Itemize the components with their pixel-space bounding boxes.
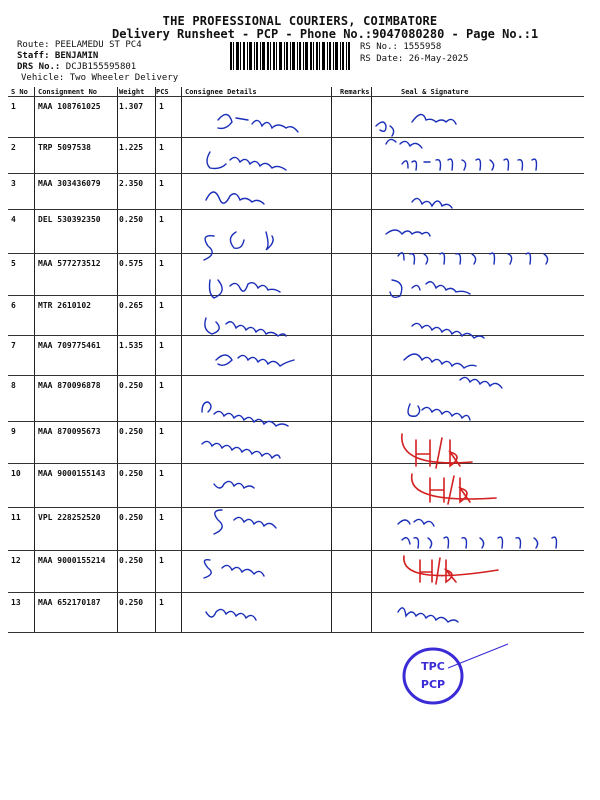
weight-cell: 0.250 — [119, 215, 144, 224]
consignment-cell: MAA 108761025 — [38, 102, 101, 111]
weight-cell: 0.575 — [119, 259, 144, 268]
drs-label: DRS No.: — [17, 62, 61, 72]
weight-cell: 0.250 — [119, 427, 144, 436]
pcs-cell: 1 — [159, 215, 164, 224]
weight-cell: 2.350 — [119, 179, 144, 188]
sno-cell: 5 — [11, 259, 16, 268]
pcs-cell: 1 — [159, 469, 164, 478]
staff-line: Staff: BENJAMIN — [17, 51, 99, 61]
consignment-cell: MAA 303436079 — [38, 179, 101, 188]
consignment-cell: MAA 652170187 — [38, 598, 101, 607]
sno-cell: 1 — [11, 102, 16, 111]
route-line: Route: PEELAMEDU ST PC4 — [17, 40, 142, 50]
pcs-cell: 1 — [159, 143, 164, 152]
pcs-cell: 1 — [159, 427, 164, 436]
col-header-weight: Weight — [119, 88, 145, 96]
pcs-cell: 1 — [159, 381, 164, 390]
weight-cell: 1.535 — [119, 341, 144, 350]
consignment-cell: DEL 530392350 — [38, 215, 101, 224]
col-header-seal: Seal & Signature — [401, 88, 469, 96]
drs-value: DCJB155595801 — [65, 62, 137, 72]
stamp-line1: TPC — [421, 660, 445, 673]
runsheet-title: THE PROFESSIONAL COURIERS, COIMBATORE — [162, 14, 438, 28]
consignment-cell: MTR 2610102 — [38, 301, 91, 310]
sno-cell: 12 — [11, 556, 21, 565]
consignment-cell: MAA 9000155214 — [38, 556, 106, 565]
runsheet-subtitle: Delivery Runsheet - PCP - Phone No.:9047080280 - Page No.:1 — [112, 27, 539, 41]
consignment-cell: MAA 9000155143 — [38, 469, 106, 478]
rs-date: RS Date: 26-May-2025 — [360, 54, 469, 64]
consignment-cell: VPL 228252520 — [38, 513, 101, 522]
sno-cell: 10 — [11, 469, 21, 478]
sno-cell: 6 — [11, 301, 16, 310]
weight-cell: 0.250 — [119, 513, 144, 522]
weight-cell: 1.225 — [119, 143, 144, 152]
sno-cell: 11 — [11, 513, 21, 522]
consignment-cell: MAA 870095673 — [38, 427, 101, 436]
sno-cell: 8 — [11, 381, 16, 390]
pcs-cell: 1 — [159, 556, 164, 565]
weight-cell: 0.250 — [119, 469, 144, 478]
sno-cell: 3 — [11, 179, 16, 188]
consignment-cell: MAA 577273512 — [38, 259, 101, 268]
pcs-cell: 1 — [159, 179, 164, 188]
sno-cell: 13 — [11, 598, 21, 607]
sno-cell: 9 — [11, 427, 16, 436]
col-header-consignment: Consignment No — [38, 88, 98, 96]
col-header-consignee: Consignee Details — [185, 88, 257, 96]
consignment-cell: MAA 870096878 — [38, 381, 101, 390]
pcs-cell: 1 — [159, 102, 164, 111]
consignment-cell: TRP 5097538 — [38, 143, 91, 152]
rs-number: RS No.: 1555958 — [360, 42, 442, 52]
weight-cell: 0.250 — [119, 381, 144, 390]
consignment-cell: MAA 709775461 — [38, 341, 101, 350]
weight-cell: 1.307 — [119, 102, 144, 111]
weight-cell: 0.250 — [119, 598, 144, 607]
col-header-sno: S No — [11, 88, 28, 96]
sno-cell: 2 — [11, 143, 16, 152]
pcs-cell: 1 — [159, 513, 164, 522]
pcs-cell: 1 — [159, 341, 164, 350]
col-header-remarks: Remarks — [340, 88, 370, 96]
col-header-pcs: PCS — [156, 88, 169, 96]
sno-cell: 4 — [11, 215, 16, 224]
sno-cell: 7 — [11, 341, 16, 350]
weight-cell: 0.250 — [119, 556, 144, 565]
pcs-cell: 1 — [159, 259, 164, 268]
pcs-cell: 1 — [159, 598, 164, 607]
stamp-line2: PCP — [420, 678, 446, 691]
pcs-cell: 1 — [159, 301, 164, 310]
vehicle-line: Vehicle: Two Wheeler Delivery — [21, 73, 179, 83]
weight-cell: 0.265 — [119, 301, 144, 310]
